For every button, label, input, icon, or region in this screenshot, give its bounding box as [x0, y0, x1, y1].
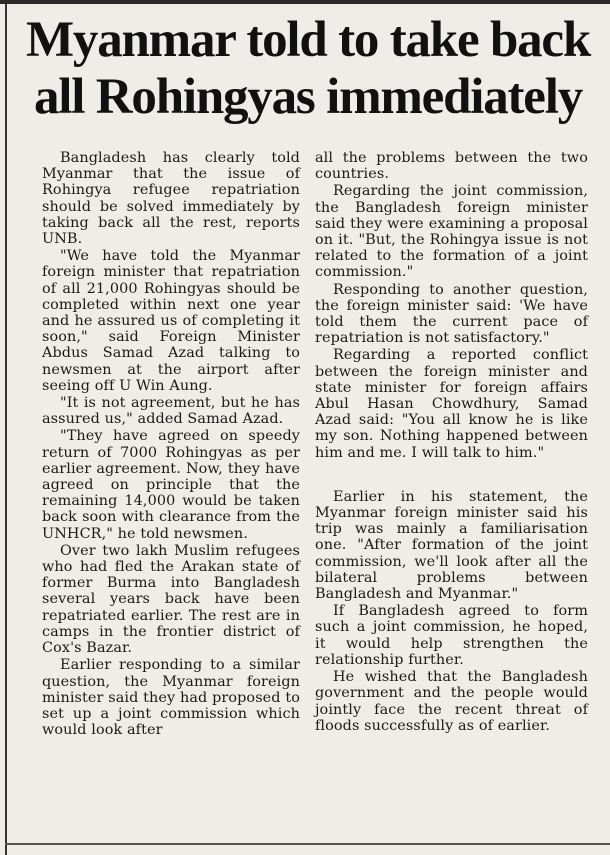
headline-line-1: Myanmar told to take back [25, 12, 591, 68]
paragraph: Responding to another question, the foreign minister said: 'We have told them the current pace of repatriation is not satisfactory." [315, 281, 588, 347]
paragraph: Earlier responding to a similar question, the Myanmar foreign minister said they had proposed to set up a joint commission which would look after [42, 657, 300, 739]
left-rule [5, 4, 7, 855]
paragraph: all the problems between the two countries. [315, 150, 588, 183]
paragraph: "They have agreed on speedy return of 7000 Rohingyas as per earlier agreement. Now, they have agreed on principle that the remaining 14,000 would be taken back soon with clearance from the UNHCR," he told newsmen. [42, 428, 300, 542]
paragraph: Earlier in his statement, the Myanmar foreign minister said his trip was mainly a familiarisation one. "After formation of the joint commission, we'll look after all the bilateral problems between Bangladesh and Myanmar." [315, 488, 588, 603]
paragraph: Bangladesh has clearly told Myanmar that the issue of Rohingya refugee repatriation should be solved immediately by taking back all the rest, reports UNB. [42, 150, 300, 248]
left-column [42, 150, 300, 739]
paragraph: "It is not agreement, but he has assured us," added Samad Azad. [42, 395, 300, 428]
paragraph: Regarding the joint commission, the Bangladesh foreign minister said they were examining a proposal on it. "But, the Rohingya issue is not related to the formation of a joint commission." [315, 183, 588, 281]
right-column [315, 150, 588, 735]
paragraph: Regarding a reported conflict between the foreign minister and state minister for foreign affairs Abul Hasan Chowdhury, Samad Azad said: "You all know he is like my son. Nothing happened between him and me. I will talk to him." [315, 347, 588, 461]
paragraph: Over two lakh Muslim refugees who had fled the Arakan state of former Burma into Bangladesh several years back have been repatriated earlier. The rest are in camps in the frontier district of Cox's Bazar. [42, 542, 300, 657]
bottom-rule [5, 843, 610, 845]
headline-line-2: all Rohingyas immediately [33, 69, 582, 125]
paragraph: He wished that the Bangladesh government and the people would jointly face the recent threat of floods successfully as of earlier. [315, 669, 588, 734]
headline [18, 12, 598, 126]
paragraph: "We have told the Myanmar foreign minister that repatriation of all 21,000 Rohingyas should be completed within next one year and he assured us of completing it soon," said Foreign Minister Abdus Samad Azad talking to newsmen at the airport after seeing off U Win Aung. [42, 248, 300, 394]
top-rule [0, 0, 610, 4]
paragraph: If Bangladesh agreed to form such a joint commission, he hoped, it would help strengthen the relationship further. [315, 603, 588, 668]
